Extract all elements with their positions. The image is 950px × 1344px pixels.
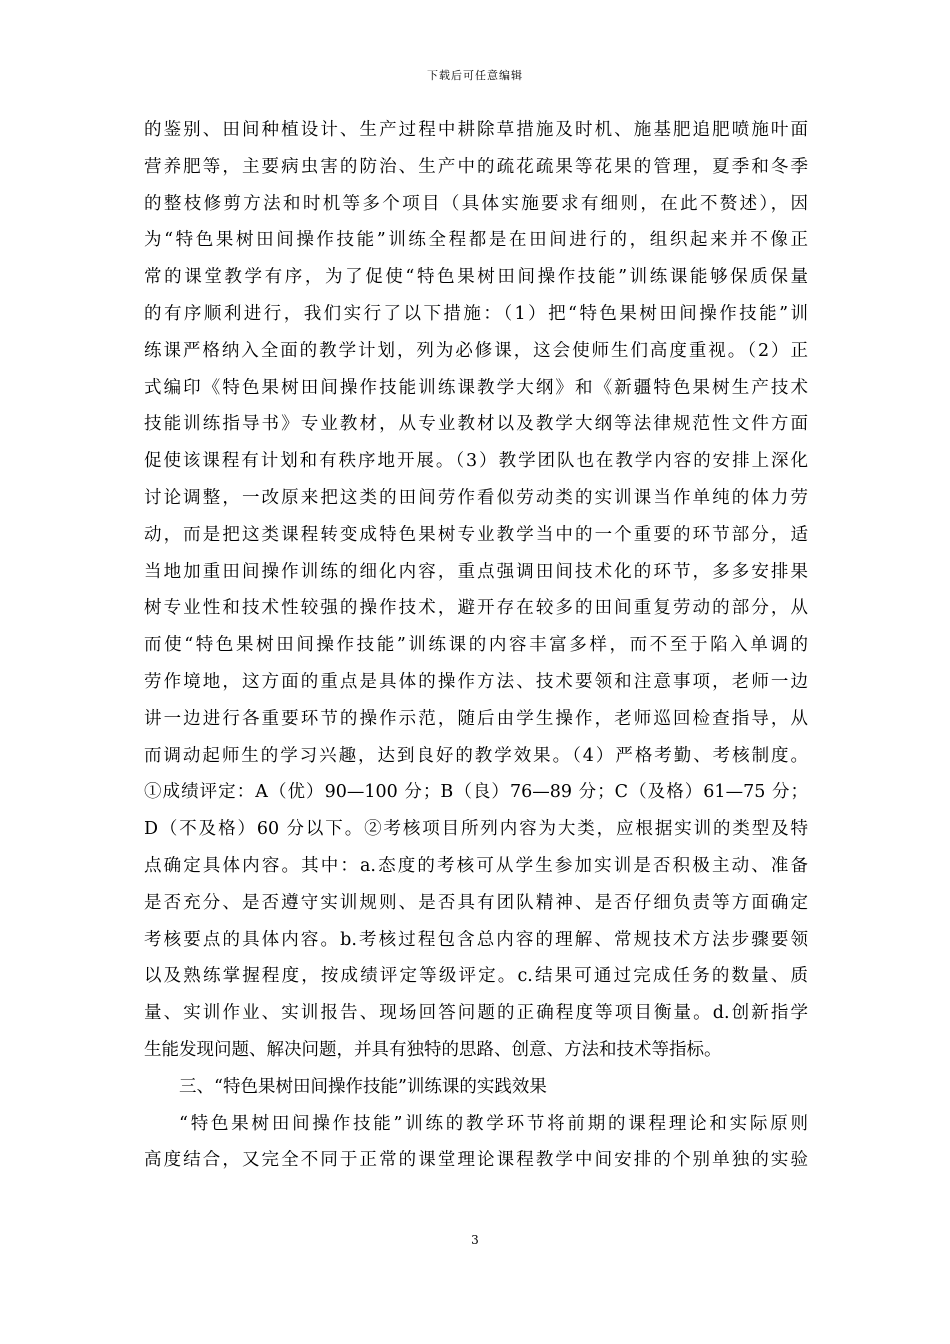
body-line: 促使该课程有计划和有秩序地开展。（3）教学团队也在教学内容的安排上深化	[144, 451, 808, 472]
section-heading: 三、“特色果树田间操作技能”训练课的实践效果	[179, 1076, 547, 1097]
body-line: 点确定具体内容。其中：a.态度的考核可从学生参加实训是否积极主动、准备	[144, 855, 808, 876]
body-line: 的整枝修剪方法和时机等多个项目（具体实施要求有细则，在此不赘述），因	[144, 193, 808, 214]
body-line: 常的课堂教学有序，为了促使“特色果树田间操作技能”训练课能够保质保量	[144, 267, 808, 288]
body-line: 为“特色果树田间操作技能”训练全程都是在田间进行的，组织起来并不像正	[144, 230, 808, 251]
body-line: D（不及格）60 分以下。②考核项目所列内容为大类，应根据实训的类型及特	[144, 819, 808, 840]
page-header: 下载后可任意编辑	[427, 69, 523, 82]
body-line: 生能发现问题、解决问题，并具有独特的思路、创意、方法和技术等指标。	[144, 1039, 722, 1060]
body-line: 劳作境地，这方面的重点是具体的操作方法、技术要领和注意事项，老师一边	[144, 671, 808, 692]
body-line: 技能训练指导书》专业教材，从专业教材以及教学大纲等法律规范性文件方面	[144, 414, 808, 435]
body-line: 而调动起师生的学习兴趣，达到良好的教学效果。（4）严格考勤、考核制度。	[144, 745, 808, 766]
body-line: 练课严格纳入全面的教学计划，列为必修课，这会使师生们高度重视。（2）正	[144, 340, 808, 361]
body-line: 当地加重田间操作训练的细化内容，重点强调田间技术化的环节，多多安排果	[144, 561, 808, 582]
body-line: 以及熟练掌握程度，按成绩评定等级评定。c.结果可通过完成任务的数量、质	[144, 966, 808, 987]
body-line: 而使“特色果树田间操作技能”训练课的内容丰富多样，而不至于陷入单调的	[144, 635, 808, 656]
body-line: 考核要点的具体内容。b.考核过程包含总内容的理解、常规技术方法步骤要领	[144, 929, 808, 950]
body-line: “特色果树田间操作技能”训练的教学环节将前期的课程理论和实际原则	[179, 1113, 808, 1134]
body-line: 的鉴别、田间种植设计、生产过程中耕除草措施及时机、施基肥追肥喷施叶面	[144, 120, 808, 140]
body-line: 讨论调整，一改原来把这类的田间劳作看似劳动类的实训课当作单纯的体力劳	[144, 487, 808, 508]
body-line: 式编印《特色果树田间操作技能训练课教学大纲》和《新疆特色果树生产技术	[144, 377, 808, 398]
document-body	[144, 112, 808, 1179]
page-number: 3	[471, 1233, 479, 1247]
body-line: 营养肥等，主要病虫害的防治、生产中的疏花疏果等花果的管理，夏季和冬季	[144, 156, 808, 177]
body-line: 高度结合，又完全不同于正常的课堂理论课程教学中间安排的个别单独的实验	[144, 1150, 808, 1171]
body-line: 的有序顺利进行，我们实行了以下措施：（1）把“特色果树田间操作技能”训	[144, 303, 808, 324]
body-line: ①成绩评定：A（优）90—100 分；B（良）76—89 分；C（及格）61—75 分；	[144, 782, 808, 803]
body-line: 是否充分、是否遵守实训规则、是否具有团队精神、是否仔细负责等方面确定	[144, 892, 808, 913]
body-line: 讲一边进行各重要环节的操作示范，随后由学生操作，老师巡回检查指导，从	[144, 708, 808, 729]
body-line: 量、实训作业、实训报告、现场回答问题的正确程度等项目衡量。d.创新指学	[144, 1003, 808, 1024]
body-line: 动，而是把这类课程转变成特色果树专业教学当中的一个重要的环节部分，适	[144, 524, 808, 545]
body-line: 树专业性和技术性较强的操作技术，避开存在较多的田间重复劳动的部分，从	[144, 598, 808, 619]
